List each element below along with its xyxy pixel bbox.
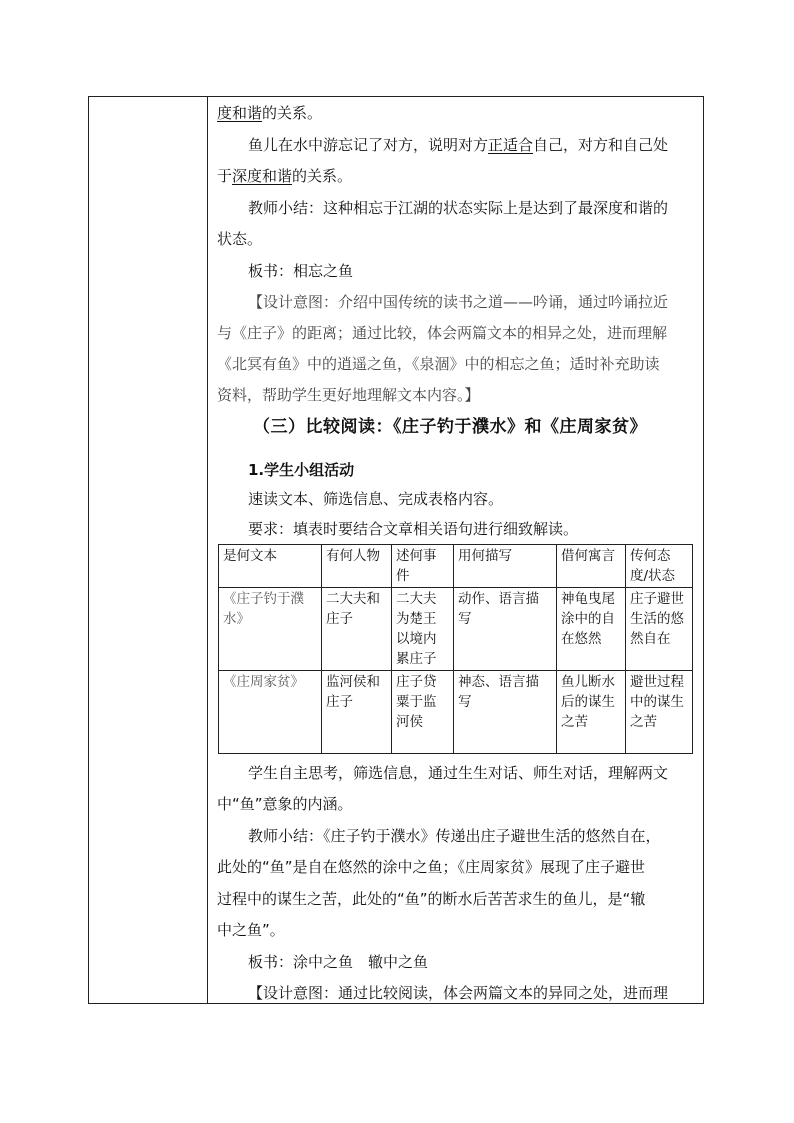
text-line-3 (217, 166, 352, 186)
text-line-5: 状态。 (217, 230, 263, 248)
table-cell: 鱼儿断水后的谋生之苦 (557, 671, 626, 754)
design-intent-line-1: 【设计意图：介绍中国传统的读书之道——吟诵，通过吟诵拉近 (248, 293, 669, 311)
table-row (219, 671, 693, 754)
text-fragment: 鱼儿在水中游忘记了对方，说明对方 (248, 136, 489, 154)
text-line-2 (248, 135, 668, 155)
table-header-cell: 借何寓言 (557, 545, 626, 588)
table-cell: 二大夫为楚王以境内累庄子 (392, 588, 454, 671)
underlined-phrase: 深度和谐 (232, 167, 293, 185)
section-heading: （三）比较阅读：《庄子钓于濮水》和《庄周家贫》 (253, 417, 647, 437)
subheading-group-activity: 1.学生小组活动 (248, 461, 355, 479)
table-header-cell: 传何态度/状态 (626, 545, 693, 588)
design-intent-line-3: 《北冥有鱼》中的逍遥之鱼，《泉涸》中的相忘之鱼；适时补充助读 (217, 355, 660, 373)
column-divider (207, 97, 208, 1003)
table-cell: 神龟曳尾涂中的自在悠然 (557, 588, 626, 671)
blackboard-note-1: 板书：相忘之鱼 (248, 262, 354, 280)
table-row (219, 588, 693, 671)
table-header-cell: 有何人物 (322, 545, 392, 588)
table-cell: 动作、语言描写 (454, 588, 557, 671)
design-intent-line-4: 资料，帮助学生更好地理解文本内容。】 (217, 386, 480, 404)
text-line-task: 速读文本、筛选信息、完成表格内容。 (248, 490, 504, 508)
underlined-phrase: 度和谐 (217, 104, 263, 122)
table-header-row (219, 545, 693, 588)
text-line-8: 教师小结：《庄子钓于濮水》传递出庄子避世生活的悠然自在， (248, 827, 661, 845)
table-cell: 二大夫和庄子 (322, 588, 392, 671)
table-cell: 避世过程中的谋生之苦 (626, 671, 693, 754)
table-cell: 神态、语言描写 (454, 671, 557, 754)
table-cell: 《庄周家贫》 (219, 671, 322, 754)
underlined-phrase: 正适合 (488, 136, 534, 154)
table-header-cell: 用何描写 (454, 545, 557, 588)
design-intent-line-2: 与《庄子》的距离；通过比较，体会两篇文本的相异之处，进而理解 (217, 324, 668, 342)
text-line-6: 学生自主思考，筛选信息，通过生生对话、师生对话，理解两文 (248, 764, 669, 782)
text-line-requirement: 要求：填表时要结合文章相关语句进行细致解读。 (248, 520, 579, 538)
table-cell: 庄子贷粟于监河侯 (392, 671, 454, 754)
text-line-11: 中之鱼”。 (217, 921, 285, 939)
text-line-4: 教师小结：这种相忘于江湖的状态实际上是达到了最深度和谐的 (248, 199, 669, 217)
comparison-table (218, 544, 693, 754)
text-line-10: 过程中的谋生之苦，此处的“鱼”的断水后苦苦求生的鱼儿，是“辙 (217, 890, 646, 908)
table-cell: 庄子避世生活的悠然自在 (626, 588, 693, 671)
design-intent-line-5: 【设计意图：通过比较阅读，体会两篇文本的异同之处，进而理 (248, 984, 669, 1002)
text-line-1 (217, 103, 322, 123)
text-fragment: 于 (217, 167, 233, 185)
blackboard-note-2: 板书：涂中之鱼 辙中之鱼 (248, 953, 429, 971)
text-fragment: 自己，对方和自己处 (533, 136, 669, 154)
table-header-cell: 是何文本 (219, 545, 322, 588)
text-fragment: 的关系。 (262, 104, 323, 122)
table-cell: 《庄子钓于濮水》 (219, 588, 322, 671)
table-cell: 监河侯和庄子 (322, 671, 392, 754)
text-line-9: 此处的“鱼”是自在悠然的涂中之鱼；《庄周家贫》展现了庄子避世 (217, 858, 646, 876)
text-fragment: 的关系。 (292, 167, 353, 185)
text-line-7: 中“鱼”意象的内涵。 (217, 795, 353, 813)
table-header-cell: 述何事件 (392, 545, 454, 588)
